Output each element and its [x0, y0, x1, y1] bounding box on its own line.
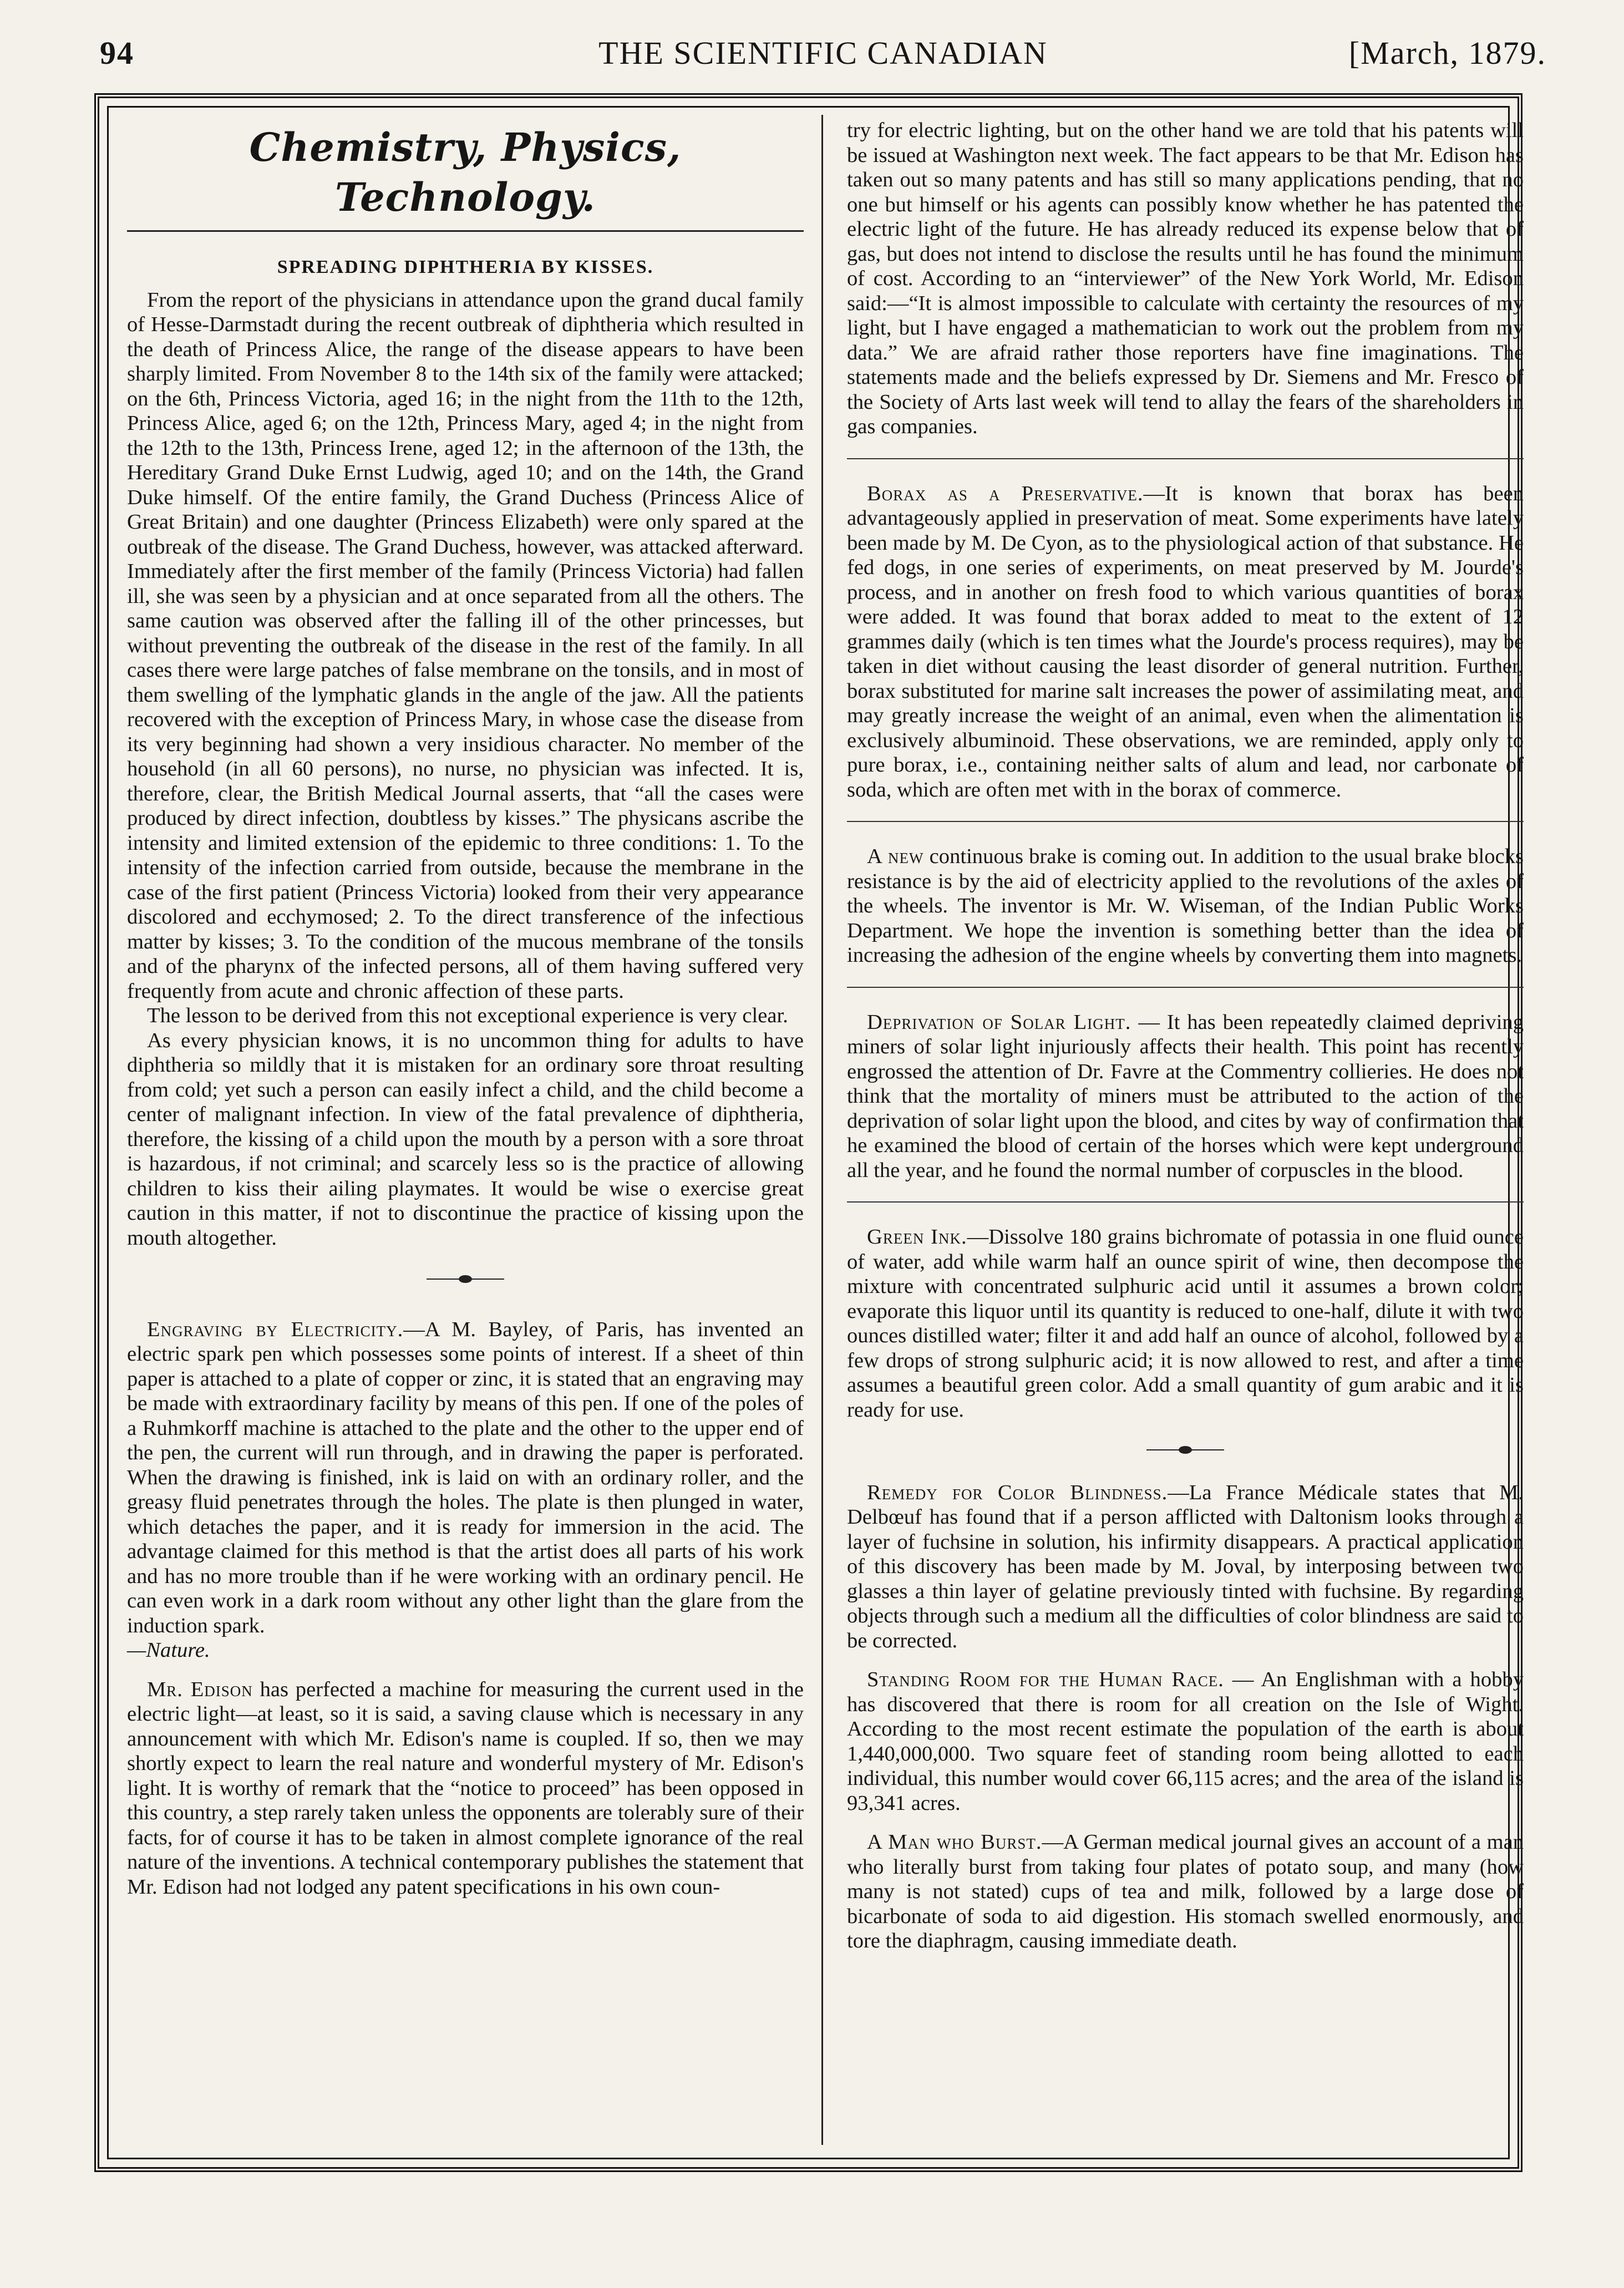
article-solar-light [847, 1010, 1524, 1183]
page-frame [94, 93, 1522, 2172]
right-column [847, 118, 1524, 1954]
article-lead: Deprivation of Solar Light. [867, 1010, 1131, 1034]
article-paragraph [127, 1317, 804, 1663]
article-paragraph: The lesson to be derived from this not exceptional experience is very clear. [147, 1004, 788, 1027]
article-text: —A M. Bayley, of Paris, has invented an electric spark pen which possesses some points of interest. If a sheet of thin paper is attached to a plate of copper or zinc, it is stated that an engraving may be made with extraordinary facility by means of this pen. If one of the poles of a Ruhmkorff machine is attached to the plate and the other to the upper end of the pen, the current will run through, and in drawing the paper is perforated. When the drawing is finished, ink is laid on with an ordinary roller, and the greasy fluid penetrates through the holes. The plate is then plunged in water, which detaches the paper, and it is ready for immersion in the acid. The advantage claimed for this method is that the artist does all parts of his work and has no more trouble than if he were working with an ordinary pencil. He can even work in a dark room without any other light than the glare from the induction spark. [127, 1317, 804, 1637]
journal-title: THE SCIENTIFIC CANADIAN [598, 35, 1048, 71]
spacer [847, 1815, 1524, 1830]
article-paragraph [847, 1010, 1524, 1183]
article-text: continuous brake is coming out. In addition to the usual brake blocks resistance is by the aid of electricity applied to the revolutions of the axles of the wheels. The inventor is Mr. W. Wiseman, of the Indian Public Works Department. We hope the invention is something better than the idea of increasing the adhesion of the engine wheels by converting them into magnets. [847, 845, 1524, 967]
article-man-who-burst [847, 1830, 1524, 1954]
section-heading: Chemistry, Physics, Technology. [249, 124, 682, 220]
article-text: —Dissolve 180 grains bichromate of potassia in one fluid ounce of water, add while warm half an ounce spirit of wine, then decompose the mixture with concentrated sulphuric acid until it assumes a brown color; evaporate this liquor until its quantity is reduced to one-half, dilute it with two ounces distilled water; filter it and add half an ounce of alcohol, followed by a few drops of strong sulphuric acid; it is now allowed to rest, and after a time assumes a beautiful green color. Add a small quantity of gum arabic and it is ready for use. [847, 1225, 1524, 1422]
article-color-blindness [847, 1480, 1524, 1653]
article-standing-room [847, 1667, 1524, 1815]
article-edison-continued [847, 118, 1524, 439]
spacer [847, 1653, 1524, 1667]
page-number: 94 [100, 35, 134, 71]
article-rule [847, 821, 1524, 822]
spacer [127, 1663, 804, 1677]
article-lead: Standing Room for the Human Race. [867, 1668, 1224, 1691]
article-edison [127, 1677, 804, 1900]
article-brake [847, 844, 1524, 968]
article-paragraph [847, 1830, 1524, 1954]
column-rule [821, 115, 823, 2145]
article-paragraph [127, 1677, 804, 1900]
article-lead: Remedy for Color Blindness. [867, 1480, 1168, 1504]
article-text: has perfected a machine for measuring the current used in the electric light—at least, so it is said, a saving clause which is necessary in any announcement with which Mr. Edison's name is coupled. If so, then we may shortly expect to learn the real nature and wonderful mystery of Mr. Edison's light. It is worthy of remark that the “notice to proceed” has been opposed in this country, a step rarely taken unless the opponents are tolerably sure of their facts, for of course it has to be taken in almost complete ignorance of the real nature of the inventions. A technical contemporary publishes the statement that Mr. Edison had not lodged any patent specifications in his own coun- [127, 1677, 804, 1899]
article-paragraph [847, 844, 1524, 968]
article-source: —Nature. [127, 1638, 210, 1662]
article-lead: Green Ink. [867, 1225, 967, 1249]
running-head [100, 34, 1546, 79]
article-paragraph [847, 1667, 1524, 1815]
left-column [127, 118, 804, 1899]
article-text: —A German medical journal gives an account of a man who literally burst from taking four plates of potato soup, and many (how many is not stated) cups of tea and milk, followed by a large dose of bicarbonate of soda to aid digestion. His stomach swelled enormously, and tore the diaphragm, causing immediate death. [847, 1830, 1524, 1952]
article-paragraph [847, 1225, 1524, 1422]
article-paragraph: From the report of the physicians in attendance upon the grand ducal family of Hesse-Darmstadt during the recent outbreak of diphtheria which resulted in the death of Princess Alice, the range of the disease appears to have been sharply limited. From November 8 to the 14th six of the family were attacked; on the 6th, Princess Victoria, aged 16; in the night from the 11th to the 12th, Princess Alice, aged 6; on the 12th, Princess Mary, aged 4; in the night from the 12th to the 13th, Princess Irene, aged 12; in the afternoon of the 13th, the Hereditary Grand Duke Ernst Ludwig, aged 10; and on the 14th, the Grand Duke himself. Of the entire family, the Grand Duchess (Princess Alice of Great Britain) and one daughter (Princess Elizabeth) were only spared at the outbreak of the disease. The Grand Duchess, however, was attacked afterward. Immediately after the first member of the family (Princess Victoria) had fallen ill, she was seen by a physician and at once separated from all the others. The same caution was observed after the falling ill of the other princesses, but without preventing the outbreak of the disease in the rest of the family. In all cases there were large patches of false membrane on the tonsils, and in most of them swelling of the lymphatic glands in the angle of the jaw. All the patients recovered with the exception of Princess Mary, in whose case the disease from its very beginning had shown a very insidious character. No member of the household (in all 60 persons), no nurse, no physician was infected. It is, therefore, clear, the British Medical Journal asserts, that “all the cases were produced by direct infection, doubtless by kisses.” The physicans ascribe the intensity and limited extension of the epidemic to three conditions: 1. To the intensity of the infection carried from outside, because the membrane in the case of the first patient (Princess Victoria) looked from their very appearance discolored and ecchymosed; 2. To the direct transference of the infectious matter by kisses; 3. To the condition of the mucous membrane of the tonsils and of the pharynx of the infected persons, all of them having suffered very frequently from acute and chronic affection of these parts. [127, 288, 804, 1003]
article-paragraph [847, 1480, 1524, 1653]
article-lead: Mr. Edison [147, 1677, 253, 1701]
article-text: — An Englishman with a hobby has discovered that there is room for all creation on the Isle of Wight. According to the most recent estimate the population of the earth is about 1,440,000,000. Two square feet of standing room being allotted to each individual, this number would cover 66,115 acres; and the area of the island is 93,341 acres. [847, 1668, 1524, 1815]
separator-ornament [1146, 1447, 1224, 1453]
issue-date: [March, 1879. [1348, 35, 1546, 71]
article-rule [847, 458, 1524, 459]
article-diphtheria [127, 255, 804, 1250]
article-engraving [127, 1317, 804, 1663]
article-green-ink [847, 1225, 1524, 1422]
article-text: —It is known that borax has been advantageously applied in preservation of meat. Some experiments have lately been made by M. De Cyon, as to the physiological action of that substance. He fed dogs, in one series of experiments, on meat preserved by M. Jourde's process, and in another on fresh food to which various quantities of borax were added. It was found that borax added to meat to the extent of 12 grammes daily (which is ten times what the Jourde's process requires), may be taken in diet without causing the least disorder of general nutrition. Further, borax substituted for marine salt increases the power of assimilating meat, and may greatly increase the weight of an animal, even when the alimentation is exclusively albuminoid. These observations, we are reminded, apply only to pure borax, i.e., containing neither salts of alum and lead, nor carbonate of soda, which are often met with in the borax of commerce. [847, 481, 1524, 801]
article-title: SPREADING DIPHTHERIA BY KISSES. [277, 257, 654, 277]
section-heading-rule [127, 230, 804, 232]
section-separator [847, 1435, 1524, 1460]
article-paragraph: try for electric lighting, but on the other hand we are told that his patents will be issued at Washington next week. The fact appears to be that Mr. Edison has taken out so many patents and has still so many applications pending, that no one but himself or his agents can possibly know whether he has patented the electric light of the future. He has already reduced its expense below that of gas, but does not intend to disclose the results until he has found the minimum of cost. According to an “interviewer” of the New York World, Mr. Edison said:—“It is almost impossible to calculate with certainty the resources of my light, but I have engaged a mathematician to work out the problem from my data.” We are afraid rather those reporters have fine imaginations. The statements made and the beliefs expressed by Dr. Siemens and Mr. Fresco of the Society of Arts last week will tend to allay the fears of the shareholders in gas companies. [847, 119, 1524, 438]
article-lead: Engraving by Electricity. [147, 1317, 404, 1341]
article-text: —La France Médicale states that M. Delbœuf has found that if a person afflicted with Daltonism looks through a layer of fuchsine in solution, his infirmity disappears. A practical application of this discovery has been made by M. Joval, by interposing between two glasses a thin layer of gelatine previously tinted with fuchsine. By regarding objects through such a medium all the difficulties of color blindness are said to be corrected. [847, 1480, 1524, 1652]
article-text: — It has been repeatedly claimed depriving miners of solar light injuriously affects their health. This point has recently engrossed the attention of Dr. Favre at the Commentry collieries. He does not think that the mortality of miners must be attributed to the action of the deprivation of solar light upon the blood, and cites by way of confirmation that he examined the blood of certain of the horses which were kept underground all the year, and he found the normal number of corpuscles in the blood. [847, 1010, 1524, 1182]
section-separator [127, 1265, 804, 1290]
article-lead: Borax as a Preservative. [867, 481, 1144, 505]
article-borax [847, 481, 1524, 803]
article-paragraph [847, 481, 1524, 803]
article-rule [847, 1201, 1524, 1203]
article-rule [847, 987, 1524, 988]
article-lead: A Man who Burst. [867, 1830, 1042, 1854]
separator-ornament [427, 1276, 504, 1282]
article-lead: A new [867, 845, 924, 868]
article-paragraph: As every physician knows, it is no uncommon thing for adults to have diphtheria so mildly that it is mistaken for an ordinary sore throat resulting from cold; yet such a person can easily infect a child, and the child become a center of malignant infection. In view of the fatal prevalence of diphtheria, therefore, the kissing of a child upon the mouth by a person with a sore throat is hazardous, if not criminal; and scarcely less so is the practice of allowing children to kiss their ailing playmates. It would be wise o exercise great caution in this matter, if not to discontinue the practice of kissing upon the mouth altogether. [127, 1028, 804, 1250]
